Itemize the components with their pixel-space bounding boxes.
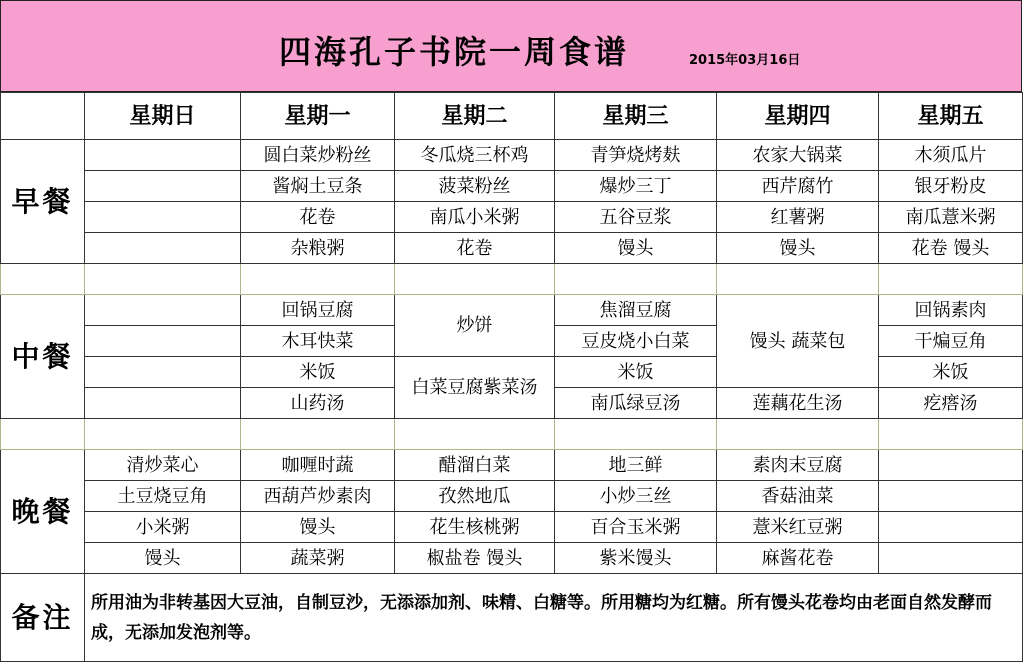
menu-cell bbox=[85, 202, 241, 233]
menu-cell bbox=[85, 388, 241, 419]
menu-cell bbox=[85, 357, 241, 388]
menu-cell: 米饭 bbox=[555, 357, 717, 388]
menu-cell: 孜然地瓜 bbox=[395, 481, 555, 512]
menu-cell: 银牙粉皮 bbox=[879, 171, 1023, 202]
day-header: 星期四 bbox=[717, 93, 879, 140]
breakfast-row bbox=[1, 233, 1023, 264]
dinner-row bbox=[1, 481, 1023, 512]
menu-cell: 米饭 bbox=[241, 357, 395, 388]
header-row bbox=[1, 93, 1023, 140]
menu-cell: 地三鲜 bbox=[555, 450, 717, 481]
remarks-row bbox=[1, 574, 1023, 662]
menu-cell: 菠菜粉丝 bbox=[395, 171, 555, 202]
menu-cell: 圆白菜炒粉丝 bbox=[241, 140, 395, 171]
menu-cell: 小米粥 bbox=[85, 512, 241, 543]
menu-cell: 青笋烧烤麸 bbox=[555, 140, 717, 171]
breakfast-row bbox=[1, 171, 1023, 202]
menu-cell: 杂粮粥 bbox=[241, 233, 395, 264]
menu-cell: 干煸豆角 bbox=[879, 326, 1023, 357]
menu-cell: 莲藕花生汤 bbox=[717, 388, 879, 419]
menu-cell: 南瓜小米粥 bbox=[395, 202, 555, 233]
menu-cell: 花卷 bbox=[241, 202, 395, 233]
menu-cell: 土豆烧豆角 bbox=[85, 481, 241, 512]
menu-cell bbox=[879, 543, 1023, 574]
menu-cell: 米饭 bbox=[879, 357, 1023, 388]
day-header: 星期二 bbox=[395, 93, 555, 140]
menu-cell: 花生核桃粥 bbox=[395, 512, 555, 543]
day-header: 星期五 bbox=[879, 93, 1023, 140]
menu-cell: 南瓜绿豆汤 bbox=[555, 388, 717, 419]
menu-cell bbox=[879, 512, 1023, 543]
menu-cell-merged: 白菜豆腐紫菜汤 bbox=[395, 357, 555, 419]
menu-cell: 馒头 bbox=[85, 543, 241, 574]
menu-cell: 冬瓜烧三杯鸡 bbox=[395, 140, 555, 171]
menu-cell: 回锅素肉 bbox=[879, 295, 1023, 326]
menu-cell bbox=[85, 295, 241, 326]
menu-cell: 椒盐卷 馒头 bbox=[395, 543, 555, 574]
menu-cell-merged: 炒饼 bbox=[395, 295, 555, 357]
menu-cell bbox=[85, 140, 241, 171]
menu-cell: 爆炒三丁 bbox=[555, 171, 717, 202]
menu-cell bbox=[85, 233, 241, 264]
remarks-label: 备注 bbox=[1, 574, 85, 662]
corner-cell bbox=[1, 93, 85, 140]
dinner-row bbox=[1, 450, 1023, 481]
menu-cell: 木须瓜片 bbox=[879, 140, 1023, 171]
menu-cell bbox=[879, 450, 1023, 481]
menu-cell: 馒头 bbox=[717, 233, 879, 264]
title-banner bbox=[0, 0, 1022, 92]
breakfast-row bbox=[1, 140, 1023, 171]
menu-cell: 酱焖土豆条 bbox=[241, 171, 395, 202]
dinner-row bbox=[1, 543, 1023, 574]
menu-cell: 蔬菜粥 bbox=[241, 543, 395, 574]
menu-cell: 薏米红豆粥 bbox=[717, 512, 879, 543]
menu-cell: 焦溜豆腐 bbox=[555, 295, 717, 326]
menu-cell: 南瓜薏米粥 bbox=[879, 202, 1023, 233]
menu-cell: 咖喱时蔬 bbox=[241, 450, 395, 481]
menu-cell: 五谷豆浆 bbox=[555, 202, 717, 233]
menu-cell: 花卷 馒头 bbox=[879, 233, 1023, 264]
menu-cell bbox=[85, 171, 241, 202]
remarks-text: 所用油为非转基因大豆油，自制豆沙，无添添加剂、味精、白糖等。所用糖均为红糖。所有馒头花卷均由老面自然发酵而成，无添加发泡剂等。 bbox=[85, 574, 1023, 662]
menu-cell: 紫米馒头 bbox=[555, 543, 717, 574]
lunch-row bbox=[1, 295, 1023, 326]
menu-cell: 馒头 bbox=[241, 512, 395, 543]
menu-cell: 花卷 bbox=[395, 233, 555, 264]
menu-cell: 清炒菜心 bbox=[85, 450, 241, 481]
spacer-row bbox=[1, 264, 1023, 295]
menu-cell: 小炒三丝 bbox=[555, 481, 717, 512]
day-header: 星期三 bbox=[555, 93, 717, 140]
menu-cell: 西芹腐竹 bbox=[717, 171, 879, 202]
menu-cell: 醋溜白菜 bbox=[395, 450, 555, 481]
menu-cell: 香菇油菜 bbox=[717, 481, 879, 512]
dinner-row bbox=[1, 512, 1023, 543]
menu-cell: 馒头 bbox=[555, 233, 717, 264]
breakfast-row bbox=[1, 202, 1023, 233]
menu-cell: 农家大锅菜 bbox=[717, 140, 879, 171]
menu-cell: 麻酱花卷 bbox=[717, 543, 879, 574]
menu-cell bbox=[879, 481, 1023, 512]
menu-cell: 山药汤 bbox=[241, 388, 395, 419]
meal-label-breakfast: 早餐 bbox=[1, 140, 85, 264]
menu-cell-merged: 馒头 蔬菜包 bbox=[717, 295, 879, 388]
day-header: 星期一 bbox=[241, 93, 395, 140]
menu-date: 2015年03月16日 bbox=[689, 53, 801, 68]
menu-cell: 素肉末豆腐 bbox=[717, 450, 879, 481]
meal-label-lunch: 中餐 bbox=[1, 295, 85, 419]
meal-label-dinner: 晚餐 bbox=[1, 450, 85, 574]
weekly-menu-table bbox=[0, 92, 1023, 662]
menu-cell: 百合玉米粥 bbox=[555, 512, 717, 543]
menu-cell: 红薯粥 bbox=[717, 202, 879, 233]
menu-cell: 疙瘩汤 bbox=[879, 388, 1023, 419]
menu-cell: 西葫芦炒素肉 bbox=[241, 481, 395, 512]
menu-cell: 木耳快菜 bbox=[241, 326, 395, 357]
menu-cell: 回锅豆腐 bbox=[241, 295, 395, 326]
menu-cell bbox=[85, 326, 241, 357]
day-header: 星期日 bbox=[85, 93, 241, 140]
spacer-row bbox=[1, 419, 1023, 450]
menu-cell: 豆皮烧小白菜 bbox=[555, 326, 717, 357]
page-title: 四海孔子书院一周食谱 bbox=[279, 33, 630, 71]
